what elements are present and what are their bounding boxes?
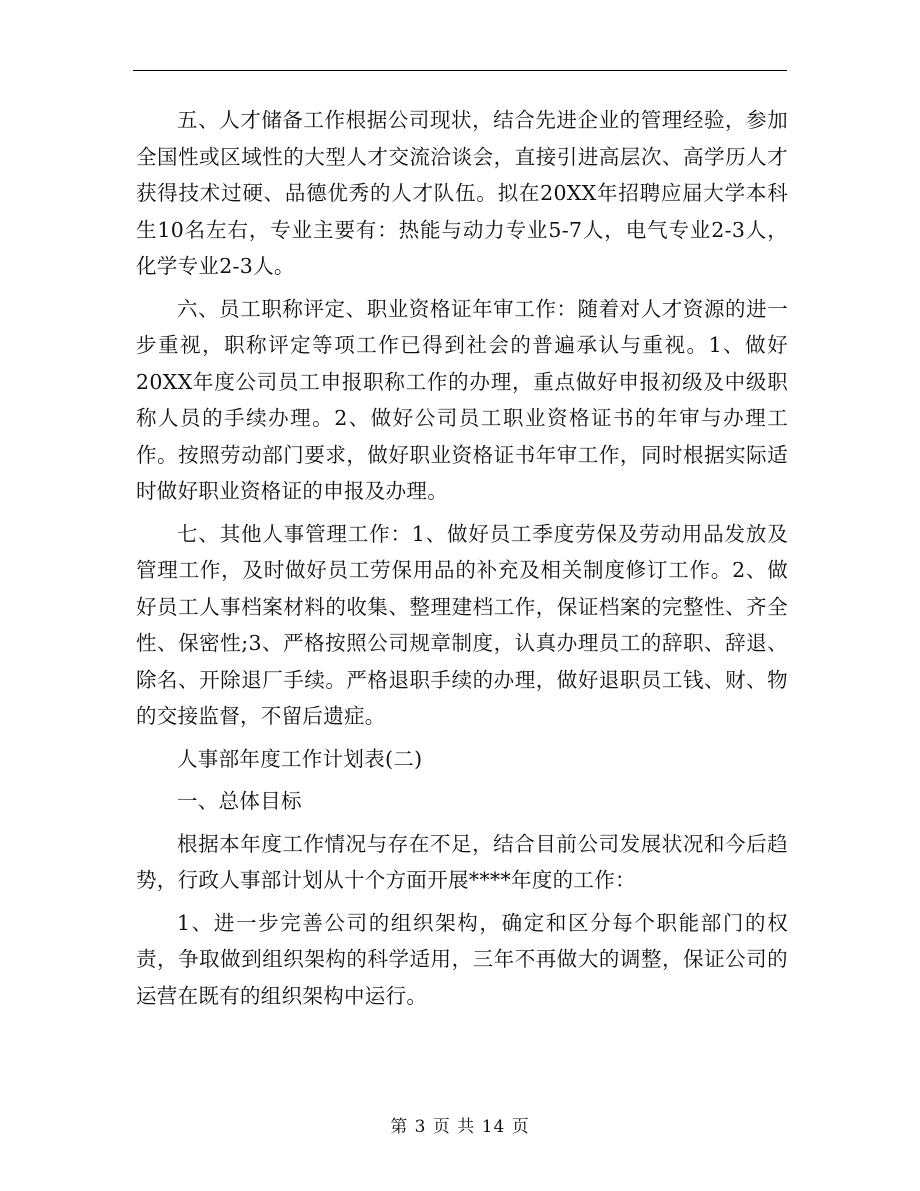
- paragraph-org-structure: 1、进一步完善公司的组织架构，确定和区分每个职能部门的权责，争取做到组织架构的科学适用，三年不再做大的调整，保证公司的运营在既有的组织架构中运行。: [136, 910, 788, 1008]
- page-number-footer: 第 3 页 共 14 页: [390, 1117, 530, 1137]
- paragraph-goal-intro: 根据本年度工作情况与存在不足，结合目前公司发展状况和今后趋势，行政人事部计划从十个方面开展****年度的工作：: [136, 831, 788, 892]
- paragraph-title-evaluation: 六、员工职称评定、职业资格证年审工作：随着对人才资源的进一步重视，职称评定等项工作已得到社会的普遍承认与重视。1、做好20XX年度公司员工申报职称工作的办理，重点做好申报初级及中级职称人员的手续办理。2、做好公司员工职业资格证书的年审与办理工作。按照劳动部门要求，做好职业资格证书年审工作，同时根据实际适时做好职业资格证的申报及办理。: [136, 296, 788, 503]
- paragraph-other-hr-work: 七、其他人事管理工作：1、做好员工季度劳保及劳动用品发放及管理工作，及时做好员工劳保用品的补充及相关制度修订工作。2、做好员工人事档案材料的收集、整理建档工作，保证档案的完整性、齐全性、保密性;3、严格按照公司规章制度，认真办理员工的辞职、辞退、除名、开除退厂手续。严格退职手续的办理，做好退职员工钱、财、物的交接监督，不留后遗症。: [136, 521, 788, 728]
- section-heading-plan-two: 人事部年度工作计划表(二): [177, 746, 423, 771]
- section-heading-overall-goal: 一、总体目标: [177, 789, 302, 813]
- paragraph-talent-reserve: 五、人才储备工作根据公司现状，结合先进企业的管理经验，参加全国性或区域性的大型人才交流洽谈会，直接引进高层次、高学历人才获得技术过硬、品德优秀的人才队伍。拟在20XX年招聘应届大学本科生10名左右，专业主要有：热能与动力专业5-7人，电气专业2-3人，化学专业2-3人。: [136, 108, 788, 278]
- document-body: [136, 102, 788, 1020]
- header-rule: [133, 70, 787, 71]
